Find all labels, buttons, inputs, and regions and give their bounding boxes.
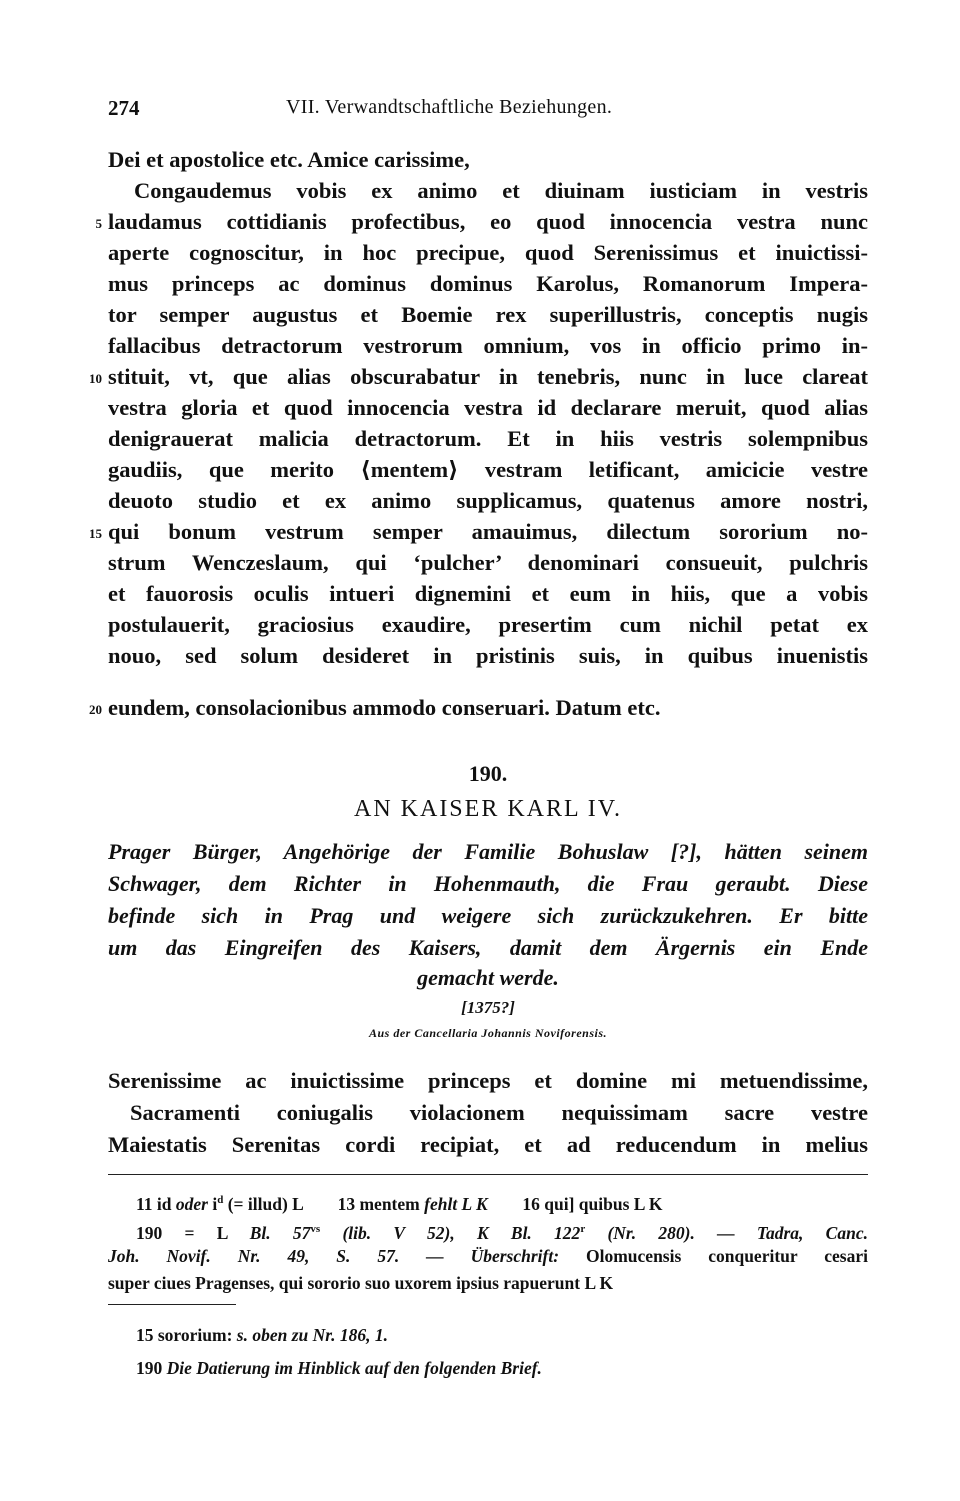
document-title: AN KAISER KARL IV.	[353, 796, 622, 822]
text-line: Maiestatis Serenitas cordi recipiat, et ad reducendum in melius	[108, 1132, 868, 1157]
text-line: Dei et apostolice etc. Amice carissime,	[108, 147, 470, 172]
text-line: postulauerit, graciosius exaudire, presertim cum nichil petat ex	[108, 612, 868, 637]
regest-line: gemacht werde.	[417, 965, 559, 990]
note-line: 15 sororium: s. oben zu Nr. 186, 1.	[136, 1325, 388, 1345]
apparatus-line: Joh. Novif. Nr. 49, S. 57. — Überschrift: Olomucensis conqueritur cesari	[108, 1246, 869, 1266]
text-line: tor semper augustus et Boemie rex superillustris, conceptis nugis	[108, 302, 868, 327]
line-number: 10	[89, 371, 102, 386]
regest-line: befinde sich in Prag und weigere sich zurückzukehren. Er bitte	[108, 903, 868, 928]
text-line: gaudiis, que merito ⟨mentem⟩ vestram letificant, amicicie vestre	[108, 457, 868, 482]
text-line: nouo, sed solum desideret in pristinis suis, in quibus inuenistis	[108, 643, 868, 668]
text-line: Sacramenti coniugalis violacionem nequissimam sacre vestre	[130, 1100, 868, 1125]
text-line: Serenissime ac inuictissime princeps et domine mi metuendissime,	[108, 1068, 868, 1093]
document-source: Aus der Cancellaria Johannis Noviforensis.	[368, 1026, 608, 1040]
apparatus-line: super ciues Pragenses, qui sororio suo uxorem ipsius rapuerunt L K	[108, 1273, 614, 1293]
footnote-rule	[108, 1174, 868, 1175]
text-line: denigrauerat malicia detractorum. Et in hiis vestris solempnibus	[108, 426, 868, 451]
regest-line: um das Eingreifen des Kaisers, damit dem Ärgernis ein Ende	[108, 935, 868, 960]
page-header	[108, 96, 868, 126]
text-line: aperte cognoscitur, in hoc precipue, quod Serenissimus et inuictissi-	[108, 240, 868, 265]
apparatus-line: 11 id oder $i^d$ (= illud) L 13 mentem fehlt L K 16 qui] quibus L K	[136, 1193, 663, 1214]
regest-line: Prager Bürger, Angehörige der Familie Bohuslaw [?], hätten seinem	[108, 839, 868, 864]
note-line: 190 Die Datierung im Hinblick auf den folgenden Brief.	[136, 1358, 542, 1378]
text-line: mus princeps ac dominus dominus Karolus, Romanorum Impera-	[108, 271, 868, 296]
line-number: 5	[95, 216, 102, 231]
text-line: qui bonum vestrum semper amauimus, dilectum sororium no-	[108, 519, 868, 544]
text-line: eundem, consolacionibus ammodo conseruari. Datum etc.	[108, 695, 661, 720]
running-title: VII. Verwandtschaftliche Beziehungen.	[286, 96, 613, 118]
text-line: fallacibus detractorum vestrorum omnium, vos in officio primo in-	[108, 333, 868, 358]
document-number: 190.	[468, 761, 508, 786]
footnote-rule-short	[108, 1304, 236, 1305]
regest-line: Schwager, dem Richter in Hohenmauth, die Frau geraubt. Diese	[108, 871, 868, 896]
line-number: 15	[89, 526, 102, 541]
line-number: 20	[89, 702, 102, 717]
text-line: vestra gloria et quod innocencia vestra id declarare meruit, quod alias	[108, 395, 868, 420]
text-line: Congaudemus vobis ex animo et diuinam iusticiam in vestris	[134, 178, 868, 203]
text-line: stituit, vt, que alias obscurabatur in tenebris, nunc in luce clareat	[108, 364, 868, 389]
text-line: strum Wenczeslaum, qui ‘pulcher’ denominari consueuit, pulchris	[108, 550, 868, 575]
text-line: laudamus cottidianis profectibus, eo quod innocencia vestra nunc	[108, 209, 868, 234]
text-line: deuoto studio et ex animo supplicamus, quatenus amore nostri,	[108, 488, 868, 513]
apparatus-line: 190 = L Bl. $57^{vs}$ (lib. V 52), K Bl. 122$^r$ (Nr. 280). — Tadra, Canc.	[136, 1222, 868, 1243]
document-date: [1375?]	[461, 998, 515, 1017]
text-line: et fauorosis oculis intueri dignemini et eum in hiis, que a vobis	[108, 581, 868, 606]
page-number: 274	[108, 96, 140, 120]
